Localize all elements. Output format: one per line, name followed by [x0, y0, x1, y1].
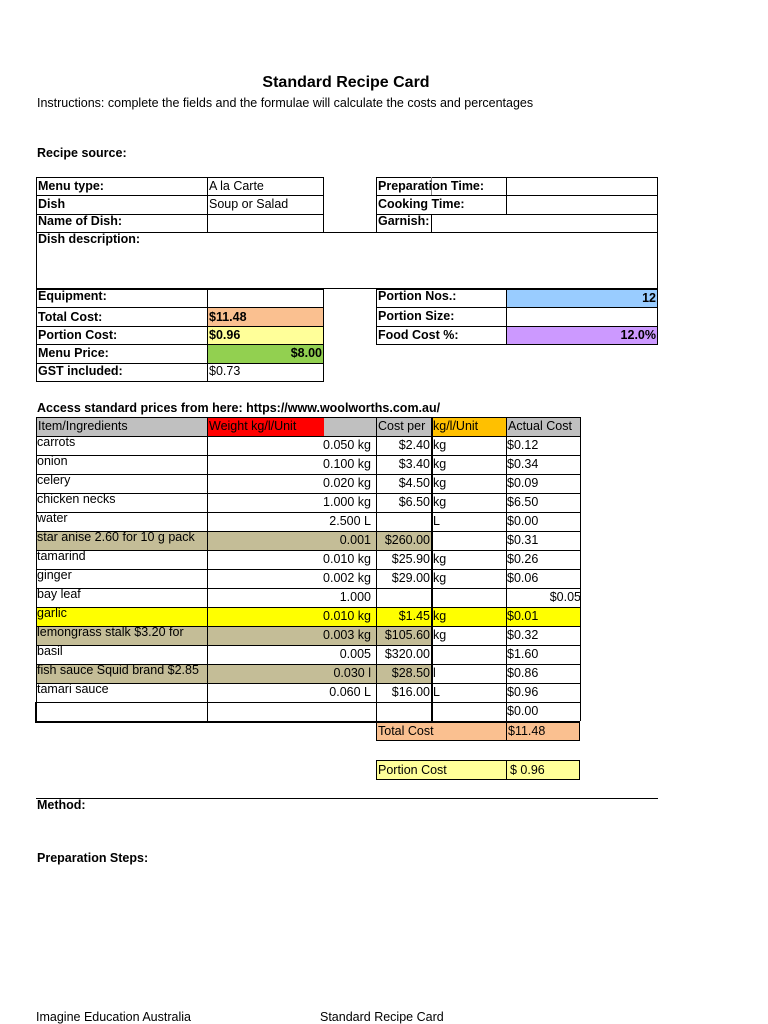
ingredient-weight[interactable]: 1.000 [339, 590, 371, 604]
ingredient-actual-cost: $0.26 [507, 552, 539, 566]
ingredient-cost-per[interactable]: $6.50 [398, 495, 430, 509]
dish-field[interactable]: Soup or Salad [209, 197, 289, 211]
ingredient-unit[interactable]: kg [433, 438, 447, 452]
instructions-text: Instructions: complete the fields and the formulae will calculate the costs and percentages [37, 96, 534, 110]
menu-price-field[interactable]: $8.00 [290, 346, 322, 360]
footer-right: Standard Recipe Card [320, 1010, 444, 1024]
ingredient-cost-per[interactable]: $2.40 [398, 438, 430, 452]
ingredient-name[interactable]: ginger [37, 569, 72, 582]
prep-time-field[interactable] [507, 178, 657, 195]
table-row [36, 474, 580, 493]
ingredient-name[interactable]: star anise 2.60 for 10 g pack [37, 531, 195, 544]
table-row [36, 436, 580, 455]
ingredient-name[interactable]: chicken necks [37, 493, 116, 506]
ingredient-name[interactable]: carrots [37, 436, 76, 449]
table-row [36, 569, 580, 588]
ingredient-weight[interactable]: 0.002 kg [323, 571, 371, 585]
cooking-time-label: Cooking Time: [378, 197, 465, 211]
prep-steps-label: Preparation Steps: [37, 851, 149, 865]
ingredient-unit[interactable]: kg [433, 495, 447, 509]
portion-cost-value: $0.96 [209, 328, 241, 342]
portion-size-field[interactable] [507, 308, 657, 325]
header-item: Item/Ingredients [38, 419, 128, 433]
ingredient-weight[interactable]: 2.500 L [329, 514, 371, 528]
ingredient-weight[interactable]: 0.030 l [333, 666, 371, 680]
garnish-label: Garnish: [378, 214, 430, 228]
ingredient-actual-cost: $0.96 [507, 685, 539, 699]
garnish-field[interactable] [432, 215, 657, 232]
header-unit: kg/l/Unit [433, 419, 479, 433]
header-weight: Weight kg/l/Unit [209, 419, 297, 433]
table-row [36, 531, 580, 550]
ingredient-actual-cost: $0.05 [549, 590, 581, 604]
ingredient-name[interactable]: basil [37, 645, 63, 658]
menu-type-label: Menu type: [38, 179, 104, 193]
table-row [36, 702, 580, 721]
equipment-field[interactable] [208, 290, 323, 307]
ingredient-name[interactable] [36, 702, 208, 721]
ingredient-cost-per[interactable]: $29.00 [391, 571, 430, 585]
table-row [36, 455, 580, 474]
ingredient-cost-per[interactable]: $1.45 [398, 609, 430, 623]
cooking-time-field[interactable] [507, 196, 657, 213]
ingredient-weight[interactable]: 0.010 kg [323, 552, 371, 566]
table-row [36, 512, 580, 531]
ingredient-actual-cost: $0.00 [507, 704, 539, 718]
ingredient-name[interactable]: garlic [37, 607, 67, 620]
portion-nos-label: Portion Nos.: [378, 289, 457, 303]
ingredient-unit[interactable]: kg [433, 476, 447, 490]
ingredient-name[interactable]: water [37, 512, 68, 525]
food-cost-value: 12.0% [620, 328, 656, 342]
ingredient-unit[interactable]: kg [433, 628, 447, 642]
summary-total-cost-label: Total Cost [378, 724, 434, 738]
summary-portion-cost-value: $ 0.96 [510, 763, 545, 777]
access-prices-text: Access standard prices from here: https://www.woolworths.com.au/ [37, 401, 441, 415]
ingredient-weight[interactable]: 0.020 kg [323, 476, 371, 490]
gst-value: $0.73 [209, 364, 241, 378]
ingredient-actual-cost: $0.00 [507, 514, 539, 528]
table-row [36, 550, 580, 569]
ingredient-name[interactable]: tamari sauce [37, 683, 109, 696]
ingredient-actual-cost: $0.32 [507, 628, 539, 642]
table-row [36, 493, 580, 512]
summary-portion-cost-label: Portion Cost [378, 763, 447, 777]
ingredient-unit[interactable]: kg [433, 457, 447, 471]
ingredient-actual-cost: $6.50 [507, 495, 539, 509]
ingredient-weight[interactable]: 0.005 [339, 647, 371, 661]
ingredient-weight[interactable]: 0.050 kg [323, 438, 371, 452]
ingredient-unit[interactable]: L [433, 685, 440, 699]
ingredient-weight[interactable]: 0.100 kg [323, 457, 371, 471]
ingredient-unit[interactable]: L [433, 514, 440, 528]
header-actual-cost: Actual Cost [508, 419, 572, 433]
name-of-dish-field[interactable] [208, 215, 323, 232]
ingredient-cost-per[interactable]: $3.40 [398, 457, 430, 471]
ingredient-actual-cost: $0.01 [507, 609, 539, 623]
table-row [36, 607, 580, 626]
footer-left: Imagine Education Australia [36, 1010, 191, 1024]
page-title: Standard Recipe Card [262, 74, 430, 91]
ingredient-cost-per[interactable]: $28.50 [391, 666, 430, 680]
equipment-label: Equipment: [38, 289, 107, 303]
ingredient-weight[interactable]: 1.000 kg [323, 495, 371, 509]
ingredient-unit[interactable]: kg [433, 571, 447, 585]
ingredient-unit[interactable]: kg [433, 609, 447, 623]
total-cost-value: $11.48 [209, 310, 247, 324]
summary-total-cost-value: $11.48 [508, 724, 546, 738]
header-cost-per: Cost per [378, 419, 426, 433]
ingredient-cost-per[interactable]: $320.00 [384, 647, 430, 661]
portion-nos-field[interactable]: 12 [642, 291, 656, 305]
ingredient-actual-cost: $0.31 [507, 533, 539, 547]
ingredient-name[interactable]: tamarind [37, 550, 86, 563]
ingredient-actual-cost: $0.86 [507, 666, 539, 680]
table-row [36, 626, 580, 645]
name-of-dish-label: Name of Dish: [38, 214, 123, 228]
ingredient-actual-cost: $0.06 [507, 571, 539, 585]
ingredient-cost-per[interactable]: $105.60 [384, 628, 430, 642]
ingredient-weight[interactable]: 0.003 kg [323, 628, 371, 642]
ingredient-cost-per[interactable]: $25.90 [391, 552, 430, 566]
method-divider [36, 798, 658, 799]
recipe-source-label: Recipe source: [37, 146, 127, 160]
portion-size-label: Portion Size: [378, 309, 455, 323]
ingredient-actual-cost: $0.12 [507, 438, 539, 452]
table-row [36, 645, 580, 664]
ingredient-unit[interactable]: l [433, 666, 436, 680]
table-row [36, 588, 580, 607]
ingredient-weight[interactable]: 0.060 L [329, 685, 371, 699]
gst-label: GST included: [38, 364, 123, 378]
ingredient-weight[interactable]: 0.001 [339, 533, 371, 547]
ingredient-cost-per[interactable]: $260.00 [384, 533, 430, 547]
ingredient-cost-per[interactable]: $4.50 [398, 476, 430, 490]
ingredient-actual-cost: $1.60 [507, 647, 539, 661]
total-cost-label: Total Cost: [38, 310, 103, 324]
method-label: Method: [37, 798, 86, 812]
ingredient-unit[interactable]: kg [433, 552, 447, 566]
ingredient-name[interactable]: lemongrass stalk $3.20 for [37, 626, 184, 639]
ingredient-name[interactable]: fish sauce Squid brand $2.85 [37, 664, 199, 677]
ingredient-actual-cost: $0.34 [507, 457, 539, 471]
portion-cost-label: Portion Cost: [38, 328, 118, 342]
ingredient-cost-per[interactable]: $16.00 [391, 685, 430, 699]
table-row [36, 664, 580, 683]
prep-time-label: Preparation Time: [378, 179, 485, 193]
table-row [36, 683, 580, 702]
menu-type-field[interactable]: A la Carte [209, 179, 264, 193]
ingredient-name[interactable]: onion [37, 455, 68, 468]
ingredient-actual-cost: $0.09 [507, 476, 539, 490]
ingredient-weight[interactable]: 0.010 kg [323, 609, 371, 623]
menu-price-label: Menu Price: [38, 346, 109, 360]
ingredient-name[interactable]: celery [37, 474, 71, 487]
food-cost-label: Food Cost %: [378, 328, 459, 342]
dish-label: Dish [38, 197, 66, 211]
dish-description-label: Dish description: [38, 232, 141, 246]
ingredient-name[interactable]: bay leaf [37, 588, 81, 601]
